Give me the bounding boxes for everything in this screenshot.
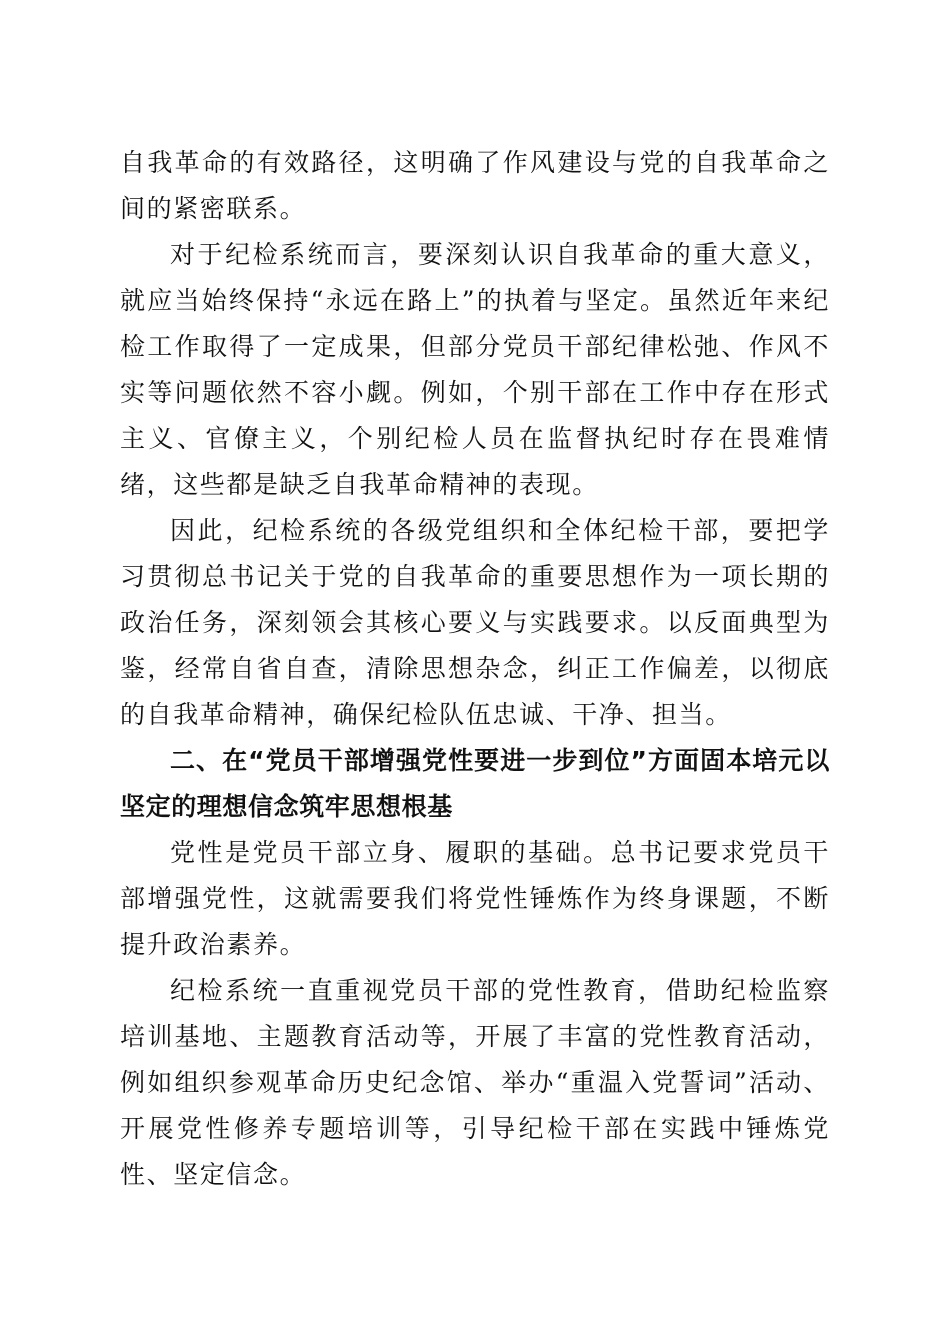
paragraph-party-spirit-education: 纪检系统一直重视党员干部的党性教育，借助纪检监察培训基地、主题教育活动等，开展了丰富的党性教育活动，例如组织参观革命历史纪念馆、举办“重温入党誓词”活动、开展党性修养专题培训等，引导纪检干部在实践中锤炼党性、坚定信念。 xyxy=(120,976,830,1189)
paragraph-political-task: 因此，纪检系统的各级党组织和全体纪检干部，要把学习贯彻总书记关于党的自我革命的重要思想作为一项长期的政治任务，深刻领会其核心要义与实践要求。以反面典型为鉴，经常自省自查，清除思想杂念，纠正工作偏差，以彻底的自我革命精神，确保纪检队伍忠诚、干净、担当。 xyxy=(120,516,830,729)
paragraph-continuation: 自我革命的有效路径，这明确了作风建设与党的自我革命之间的紧密联系。 xyxy=(120,148,830,223)
section-heading-two: 二、在“党员干部增强党性要进一步到位”方面固本培元以坚定的理想信念筑牢思想根基 xyxy=(120,746,830,821)
paragraph-party-spirit-foundation: 党性是党员干部立身、履职的基础。总书记要求党员干部增强党性，这就需要我们将党性锤炼作为终身课题，不断提升政治素养。 xyxy=(120,838,830,959)
document-body xyxy=(120,140,830,1198)
paragraph-self-revolution-significance: 对于纪检系统而言，要深刻认识自我革命的重大意义，就应当始终保持“永远在路上”的执着与坚定。虽然近年来纪检工作取得了一定成果，但部分党员干部纪律松弛、作风不实等问题依然不容小觑。例如，个别干部在工作中存在形式主义、官僚主义，个别纪检人员在监督执纪时存在畏难情绪，这些都是缺乏自我革命精神的表现。 xyxy=(120,240,830,499)
